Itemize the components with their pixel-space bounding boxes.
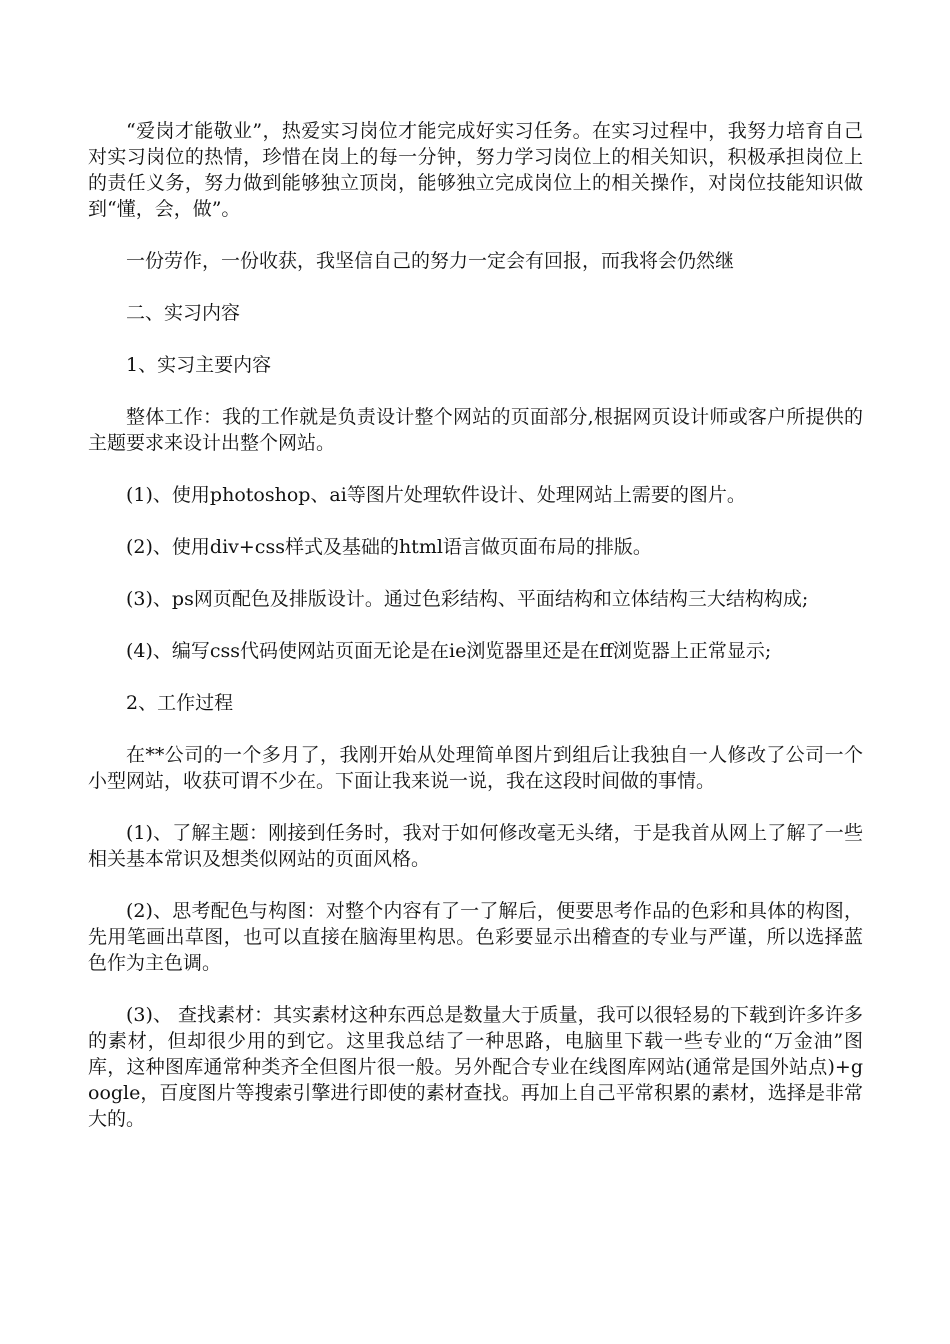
paragraph-company-experience: 在**公司的一个多月了，我刚开始从处理简单图片到组后让我独自一人修改了公司一个小型网站，收获可谓不少在。下面让我来说一说，我在这段时间做的事情。 <box>88 744 863 792</box>
list-item-2: (2)、使用div+css样式及基础的html语言做页面布局的排版。 <box>126 536 652 558</box>
document-body <box>88 118 863 1158</box>
subheading-work-process: 2、工作过程 <box>126 692 234 714</box>
process-item-3: (3)、 查找素材：其实素材这种东西总是数量大于质量，我可以很轻易的下载到许多许多的素材，但却很少用的到它。这里我总结了一种思路，电脑里下载一些专业的“万金油”图库，这种图库通常种类齐全但图片很一般。另外配合专业在线图库网站(通常是国外站点)+google，百度图片等搜索引擎进行即使的素材查找。再加上自己平常积累的素材，选择是非常大的。 <box>88 1004 863 1130</box>
list-item-3: (3)、ps网页配色及排版设计。通过色彩结构、平面结构和立体结构三大结构构成; <box>126 588 809 610</box>
process-item-2: (2)、思考配色与构图：对整个内容有了一了解后，便要思考作品的色彩和具体的构图，先用笔画出草图，也可以直接在脑海里构思。色彩要显示出稽查的专业与严谨，所以选择蓝色作为主色调。 <box>88 900 863 974</box>
paragraph-effort: 一份劳作，一份收获，我坚信自己的努力一定会有回报，而我将会仍然继 <box>126 250 735 272</box>
list-item-4: (4)、编写css代码使网站页面无论是在ie浏览器里还是在ff浏览器上正常显示; <box>126 640 772 662</box>
paragraph-intro: “爱岗才能敬业”，热爱实习岗位才能完成好实习任务。在实习过程中，我努力培育自己对实习岗位的热情，珍惜在岗上的每一分钟，努力学习岗位上的相关知识，积极承担岗位上的责任义务，努力做到能够独立顶岗，能够独立完成岗位上的相关操作，对岗位技能知识做到“懂，会，做”。 <box>88 120 863 220</box>
section-heading-internship-content: 二、实习内容 <box>126 302 241 324</box>
list-item-1: (1)、使用photoshop、ai等图片处理软件设计、处理网站上需要的图片。 <box>126 484 746 506</box>
process-item-1: (1)、了解主题：刚接到任务时，我对于如何修改毫无头绪，于是我首从网上了解了一些相关基本常识及想类似网站的页面风格。 <box>88 822 863 870</box>
subheading-main-content: 1、实习主要内容 <box>126 354 272 376</box>
paragraph-overall-work: 整体工作：我的工作就是负责设计整个网站的页面部分,根据网页设计师或客户所提供的主题要求来设计出整个网站。 <box>88 406 863 454</box>
